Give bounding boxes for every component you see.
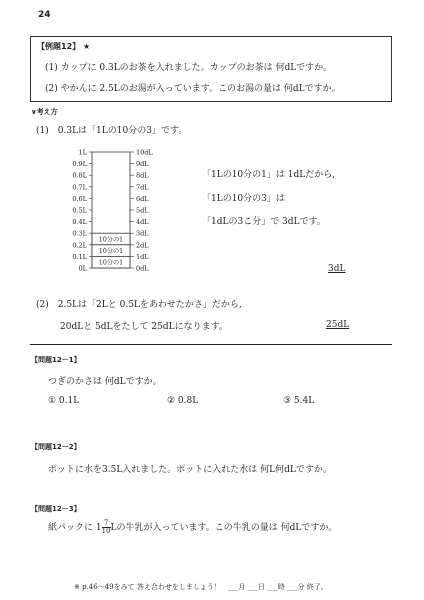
- right-label: 5dL: [136, 206, 149, 215]
- problem1-title: 【問題12－1】: [31, 356, 81, 364]
- right-label: 10dL: [136, 148, 153, 157]
- left-label: 0.8L: [72, 171, 87, 180]
- section-divider: [30, 344, 392, 345]
- left-label: 0.7L: [72, 183, 87, 192]
- part2-line-1: (2) 2.5Lは「2Lと 0.5Lをあわせたかさ」だから,: [36, 300, 242, 310]
- left-label: 0.1L: [72, 252, 87, 261]
- problem3-title: 【問題12－3】: [31, 505, 81, 513]
- problem2-title: 【問題12－2】: [31, 443, 81, 451]
- part1-heading: (1) 0.3Lは「1Lの10分の3」です。: [36, 126, 188, 136]
- problem3-fraction: [102, 520, 111, 535]
- right-label: 0dL: [136, 264, 149, 273]
- problem3-question: [48, 520, 337, 535]
- right-label: 7dL: [136, 183, 149, 192]
- problem3-suffix: Lの牛乳が入っています。この牛乳の量は 何dLですか。: [110, 523, 338, 533]
- example-title-text: 【例題12】: [37, 42, 81, 51]
- page-number: 24: [38, 10, 51, 20]
- problem1-question: つぎのかさは 何dLですか。: [48, 377, 162, 387]
- tenth-cell-label: 10分の1: [98, 236, 124, 244]
- left-label: 0.2L: [72, 241, 87, 250]
- left-label: 0.9L: [72, 160, 87, 169]
- explanation-line-2: 「1Lの10分の3」は: [202, 194, 285, 204]
- thinking-label: ∨考え方: [31, 108, 58, 116]
- left-label: 0L: [78, 264, 87, 273]
- part2-line-2: 20dLと 5dLをたして 25dLになります。: [60, 322, 228, 332]
- star-icon: ★: [82, 42, 91, 51]
- right-label: 4dL: [136, 218, 149, 227]
- right-label: 1dL: [136, 252, 149, 261]
- right-label: 8dL: [136, 171, 149, 180]
- right-label: 2dL: [136, 241, 149, 250]
- example-question-2: (2) やかんに 2.5Lのお湯が入っています。このお湯の量は 何dLですか。: [45, 84, 341, 94]
- fraction-denominator: 10: [101, 527, 111, 535]
- tenth-cell-label: 10分の1: [98, 247, 124, 255]
- part2-answer: 25dL: [326, 320, 350, 330]
- right-label: 3dL: [136, 229, 149, 238]
- right-label: 6dL: [136, 194, 149, 203]
- example-box: [30, 36, 392, 102]
- right-label: 9dL: [136, 160, 149, 169]
- left-label: 0.4L: [72, 218, 87, 227]
- measure-diagram-svg: [60, 148, 170, 276]
- measure-diagram: [60, 148, 170, 276]
- left-label: 0.6L: [72, 194, 87, 203]
- problem3-prefix: 紙パックに 1: [48, 523, 102, 533]
- footer-note: ※ p.46～49をみて 答え合わせをしましょう！ ___月 ___日 ___時 ___分 終了。: [74, 583, 328, 591]
- left-label: 0.3L: [72, 229, 87, 238]
- tenth-cell-label: 10分の1: [98, 259, 124, 267]
- left-label: 1L: [78, 148, 87, 157]
- problem1-choice-3: ③ 5.4L: [283, 396, 315, 406]
- problem2-question: ポットに水を3.5L入れました。ポットに入れた水は 何L何dLですか。: [48, 465, 332, 475]
- fraction-numerator: 7: [102, 520, 111, 528]
- explanation-line-1: 「1Lの10分の1」は 1dLだから,: [202, 170, 336, 180]
- part1-answer: 3dL: [328, 264, 346, 274]
- example-title: [37, 41, 90, 52]
- explanation-line-3: 「1dLの3こ分」で 3dLです。: [202, 217, 326, 227]
- example-question-1: (1) カップに 0.3Lのお茶を入れました。カップのお茶は 何dLですか。: [45, 63, 333, 73]
- problem1-choice-1: ① 0.1L: [48, 396, 80, 406]
- left-label: 0.5L: [72, 206, 87, 215]
- problem1-choice-2: ② 0.8L: [167, 396, 199, 406]
